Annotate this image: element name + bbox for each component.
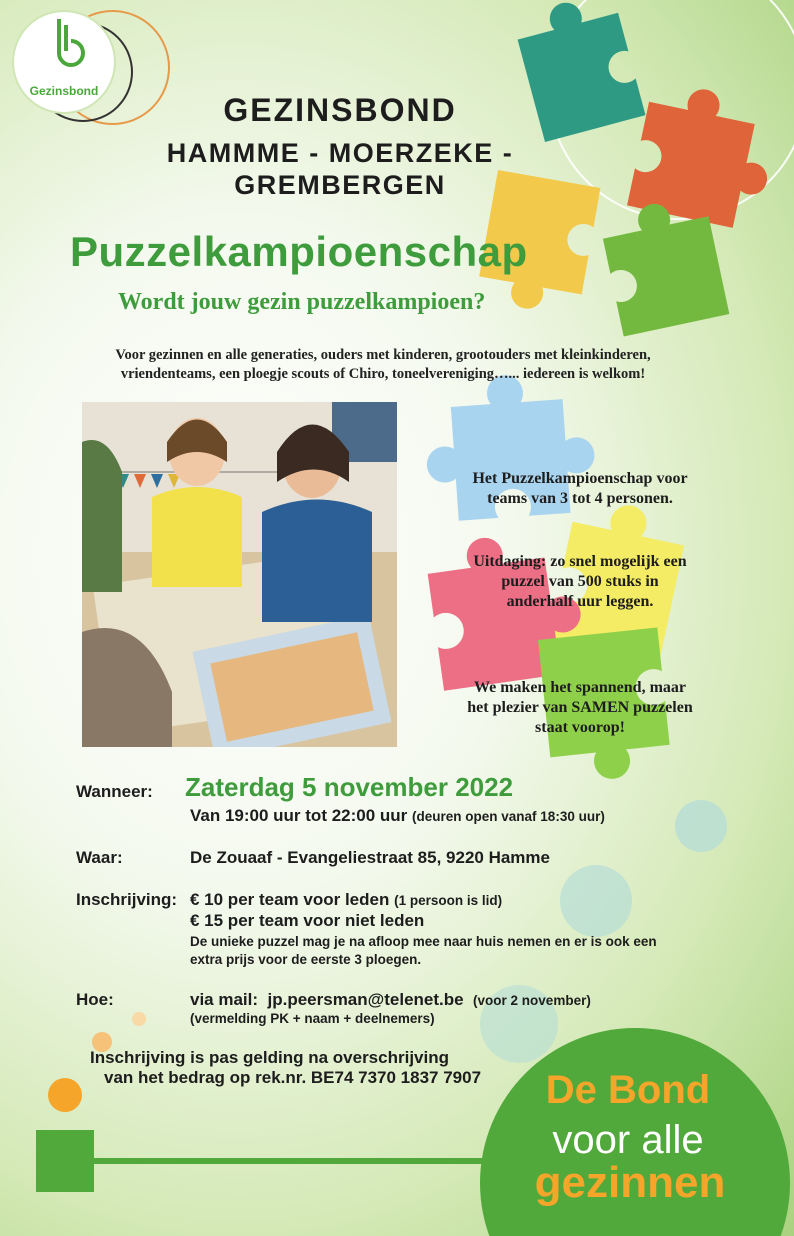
slogan-line3: gezinnen: [534, 1158, 726, 1207]
event-date: Zaterdag 5 november 2022: [185, 772, 514, 802]
deco-circle: [560, 865, 632, 937]
via-mail-label: via mail:: [190, 990, 259, 1009]
price-members: [190, 890, 502, 910]
org-locations: [110, 137, 570, 201]
org-name: GEZINSBOND: [223, 92, 457, 128]
event-location: De Zouaaf - Evangeliestraat 85, 9220 Hamme: [190, 848, 550, 867]
intro-line: vriendenteams, een ploegje scouts of Chiro, toneelvereniging…... iedereen is welkom!: [120, 366, 646, 382]
registration-note: [190, 933, 657, 969]
payment-line: Inschrijving is pas gelding na overschrijving: [90, 1048, 449, 1067]
slogan-line1: De Bond: [545, 1068, 711, 1112]
slogan-line2: voor alle: [552, 1118, 704, 1162]
info-line: Uitdaging: zo snel mogelijk een: [473, 553, 687, 570]
event-time: [190, 806, 605, 826]
info-line: We maken het spannend, maar: [473, 679, 687, 696]
payment-line: van het bedrag op rek.nr. BE74 7370 1837 7907: [104, 1068, 482, 1087]
intro-line: Voor gezinnen en alle generaties, ouders met kinderen, grootouders met kleinkinderen,: [115, 347, 651, 363]
price-members-note: (1 persoon is lid): [394, 893, 503, 908]
deco-square: [36, 1130, 94, 1192]
price-members-text: € 10 per team voor leden: [190, 890, 390, 909]
email-link[interactable]: jp.peersman@telenet.be: [267, 990, 464, 1009]
how-contact: [190, 990, 591, 1010]
info-line: puzzel van 500 stuks in: [501, 573, 659, 590]
photo-illustration: [82, 402, 397, 747]
when-label: Wanneer:: [76, 782, 153, 801]
info-line: het plezier van SAMEN puzzelen: [467, 699, 693, 716]
info-line: Het Puzzelkampioenschap voor: [472, 470, 688, 487]
info-line: staat voorop!: [535, 719, 625, 736]
intro-text: [78, 346, 688, 384]
deco-circle: [132, 1012, 146, 1026]
info-line: anderhalf uur leggen.: [506, 593, 654, 610]
info-line: teams van 3 tot 4 personen.: [487, 490, 673, 507]
event-photo: [82, 402, 397, 747]
logo-text: Gezinsbond: [29, 84, 99, 98]
payment-note: [90, 1048, 510, 1088]
registration-note-line: De unieke puzzel mag je na afloop mee naar huis nemen en er is ook een: [190, 934, 657, 949]
how-label: Hoe:: [76, 990, 114, 1009]
deco-circle: [675, 800, 727, 852]
doors-open-note: (deuren open vanaf 18:30 uur): [412, 809, 605, 824]
org-locations-line1: HAMMME - MOERZEKE -: [166, 138, 514, 168]
where-label: Waar:: [76, 848, 123, 867]
deadline-note: (voor 2 november): [473, 993, 591, 1008]
page-title: Puzzelkampioenschap: [70, 228, 528, 275]
info-fun: [445, 678, 715, 738]
deco-bar: [94, 1158, 484, 1164]
page-subtitle: Wordt jouw gezin puzzelkampioen?: [118, 289, 486, 315]
info-team-size: [445, 469, 715, 509]
info-challenge: [445, 552, 715, 612]
deco-circle: [48, 1078, 82, 1112]
gezinsbond-logo-icon: [37, 17, 87, 75]
price-nonmembers: € 15 per team voor niet leden: [190, 911, 425, 930]
registration-label: Inschrijving:: [76, 890, 178, 909]
mail-instructions: (vermelding PK + naam + deelnemers): [190, 1011, 435, 1026]
org-locations-line2: GREMBERGEN: [234, 170, 446, 200]
event-time-range: Van 19:00 uur tot 22:00 uur: [190, 806, 408, 825]
registration-note-line: extra prijs voor de eerste 3 ploegen.: [190, 952, 422, 967]
